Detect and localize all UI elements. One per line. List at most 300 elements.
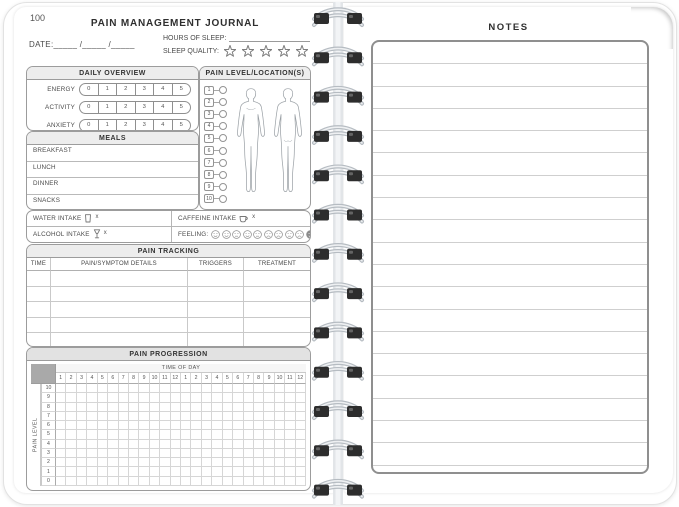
progression-cell [223,467,233,476]
hour-header-cell: 12 [171,373,181,384]
progression-cell [223,477,233,486]
progression-cell [139,449,149,458]
level-header-cell: 4 [41,440,56,449]
progression-cell [160,393,170,402]
progression-cell [56,430,66,439]
hour-header-cell: 1 [181,373,191,384]
ruled-line [373,153,647,175]
tracking-cell [188,333,244,347]
progression-cell [264,403,274,412]
tracking-cell [244,318,310,334]
progression-cell [98,430,108,439]
progression-cell [181,430,191,439]
progression-cell [87,393,97,402]
body-back-figure [270,84,306,196]
progression-cell [87,412,97,421]
progression-cell [77,393,87,402]
progression-cell [139,403,149,412]
meals-section [26,131,199,210]
progression-cell [129,477,139,486]
progression-cell [119,403,129,412]
progression-cell [129,467,139,476]
progression-cell [171,421,181,430]
scale-value-cell: 1 [99,120,118,131]
progression-cell [223,458,233,467]
hour-header-cell: 6 [108,373,118,384]
ruled-line [373,376,647,398]
progression-cell [254,421,264,430]
scale-value-cell: 0 [80,120,99,131]
progression-cell [233,449,243,458]
spiral-hole [347,288,362,299]
level-header-cell: 10 [41,384,56,393]
progression-cell [264,467,274,476]
progression-cell [212,449,222,458]
progression-cell [150,430,160,439]
progression-cell [244,458,254,467]
pain-location-circle [219,86,227,94]
progression-cell [66,412,76,421]
progression-cell [212,440,222,449]
progression-cell [254,393,264,402]
pain-level-axis-label: PAIN LEVEL [31,384,41,486]
progression-cell [296,421,306,430]
progression-cell [275,430,285,439]
progression-cell [160,430,170,439]
progression-cell [223,412,233,421]
progression-cell [191,449,201,458]
progression-cell [223,393,233,402]
star-icon [278,45,290,57]
progression-cell [56,421,66,430]
progression-cell [181,393,191,402]
progression-cell [77,384,87,393]
progression-cell [244,421,254,430]
progression-cell [181,384,191,393]
progression-cell [139,458,149,467]
progression-cell [181,403,191,412]
pain-location-header: PAIN LEVEL/LOCATION(S) [200,67,310,80]
ruled-line [373,198,647,220]
meal-row [27,195,198,210]
tracking-cell [244,271,310,287]
progression-cell [181,440,191,449]
progression-cell [98,403,108,412]
meal-row [27,162,198,179]
progression-cell [275,421,285,430]
scale-value-cell: 3 [136,84,155,95]
alcohol-times-mark: x [103,229,107,236]
pain-level-row [204,157,227,169]
pain-level-number: 2 [204,98,214,107]
progression-cell [254,384,264,393]
meal-label: LUNCH [33,163,56,171]
progression-cell [264,477,274,486]
pain-progression-grid [31,364,306,486]
progression-cell [150,393,160,402]
progression-cell [108,412,118,421]
notes-box [371,40,649,474]
progression-corner-cell [31,364,56,384]
pain-level-row [204,181,227,193]
feeling-label: FEELING: [178,230,209,238]
spiral-hole [347,485,362,496]
progression-cell [108,440,118,449]
progression-cell [119,421,129,430]
progression-cell [108,467,118,476]
progression-cell [233,430,243,439]
progression-cell [181,467,191,476]
tracking-cell [51,333,188,347]
progression-cell [139,421,149,430]
progression-cell [171,403,181,412]
progression-cell [77,458,87,467]
progression-cell [233,421,243,430]
progression-cell [171,393,181,402]
tracking-column-header: TRIGGERS [188,258,244,271]
progression-cell [202,477,212,486]
progression-cell [160,421,170,430]
progression-cell [160,458,170,467]
spiral-hole [347,92,362,103]
progression-cell [202,393,212,402]
progression-cell [108,421,118,430]
hour-header-cell: 7 [244,373,254,384]
progression-cell [254,412,264,421]
progression-cell [160,449,170,458]
progression-cell [285,430,295,439]
progression-cell [160,384,170,393]
ruled-line [373,399,647,421]
scale-value-cell: 2 [117,120,136,131]
progression-cell [150,449,160,458]
progression-cell [285,477,295,486]
progression-cell [98,393,108,402]
progression-cell [66,421,76,430]
page-title: PAIN MANAGEMENT JOURNAL [90,18,260,29]
progression-cell [139,412,149,421]
ruled-line [373,220,647,242]
pain-location-circle [219,147,227,155]
tracking-cell [188,287,244,303]
meal-label: BREAKFAST [33,147,72,154]
level-header-cell: 8 [41,403,56,412]
progression-cell [77,449,87,458]
hour-header-cell: 6 [233,373,243,384]
progression-cell [98,384,108,393]
progression-cell [275,393,285,402]
progression-cell [202,467,212,476]
progression-cell [171,449,181,458]
meal-row [27,178,198,195]
progression-cell [160,467,170,476]
progression-cell [119,449,129,458]
hour-header-cell: 3 [202,373,212,384]
feeling-field [171,227,311,243]
progression-cell [223,440,233,449]
progression-cell [129,412,139,421]
progression-cell [275,384,285,393]
progression-cell [66,403,76,412]
scale-value-cell: 3 [136,120,155,131]
scale-value-cell: 3 [136,102,155,113]
progression-cell [160,477,170,486]
tracking-cell [51,318,188,334]
feeling-face-icon [295,230,304,239]
progression-cell [119,467,129,476]
progression-cell [296,412,306,421]
progression-cell [285,440,295,449]
progression-cell [233,467,243,476]
progression-cell [171,467,181,476]
meals-header: MEALS [27,132,198,145]
progression-cell [171,412,181,421]
progression-cell [223,421,233,430]
pain-progression-header: PAIN PROGRESSION [27,348,310,361]
spiral-hole [314,13,329,24]
hours-of-sleep-label: HOURS OF SLEEP: [163,35,227,42]
water-times-mark: x [95,213,99,220]
progression-cell [233,412,243,421]
progression-cell [275,403,285,412]
progression-cell [108,477,118,486]
level-header-cell: 2 [41,458,56,467]
progression-cell [296,467,306,476]
anxiety-scale [79,119,191,132]
energy-label: ENERGY [47,85,75,93]
progression-cell [244,467,254,476]
progression-cell [254,440,264,449]
pain-location-circle [219,183,227,191]
progression-cell [202,449,212,458]
ruled-line [373,354,647,376]
progression-cell [98,458,108,467]
progression-cell [275,477,285,486]
progression-cell [191,458,201,467]
ruled-line [373,421,647,443]
progression-cell [150,384,160,393]
progression-cell [254,477,264,486]
progression-cell [244,384,254,393]
progression-cell [87,430,97,439]
progression-cell [191,393,201,402]
progression-cell [212,384,222,393]
progression-cell [181,458,191,467]
progression-cell [233,477,243,486]
progression-cell [191,421,201,430]
progression-cell [264,458,274,467]
tracking-cell [27,271,51,287]
spiral-hole [347,406,362,417]
progression-cell [212,403,222,412]
caffeine-intake-label: CAFFEINE INTAKE [178,214,237,222]
feeling-face-icon [243,230,252,239]
progression-cell [129,449,139,458]
spiral-hole [347,210,362,221]
spiral-hole [347,131,362,142]
level-header-cell: 9 [41,393,56,402]
progression-cell [296,449,306,458]
progression-cell [150,458,160,467]
hour-header-cell: 5 [98,373,108,384]
spiral-hole [347,445,362,456]
scale-value-cell: 5 [179,122,183,128]
tracking-column-header: TREATMENT [244,258,310,271]
progression-cell [202,403,212,412]
daily-overview-header: DAILY OVERVIEW [27,67,198,80]
progression-cell [212,467,222,476]
ruled-line [373,265,647,287]
progression-cell [98,412,108,421]
progression-cell [254,430,264,439]
time-of-day-label: TIME OF DAY [56,364,306,373]
tracking-column-header: TIME [27,258,51,271]
pain-location-circle [219,110,227,118]
progression-cell [212,477,222,486]
progression-cell [56,403,66,412]
scale-value-cell: 2 [117,84,136,95]
sleep-quality-label: SLEEP QUALITY: [163,47,219,55]
progression-cell [285,384,295,393]
spiral-hole [314,445,329,456]
progression-cell [244,403,254,412]
progression-cell [129,393,139,402]
date-label: DATE: [29,40,54,49]
progression-cell [119,458,129,467]
progression-cell [285,421,295,430]
page-number: 100 [30,13,46,23]
progression-cell [244,393,254,402]
progression-cell [108,384,118,393]
progression-cell [233,458,243,467]
ruled-line [373,42,647,64]
progression-cell [139,384,149,393]
hour-header-cell: 4 [212,373,222,384]
progression-cell [264,421,274,430]
progression-cell [98,467,108,476]
progression-cell [275,458,285,467]
pain-level-row [204,193,227,205]
progression-cell [285,393,295,402]
pain-level-number: 10 [204,194,214,203]
progression-cell [212,393,222,402]
scale-value-cell: 1 [99,84,118,95]
feeling-face-icon [264,230,273,239]
alcohol-intake-field [27,227,171,243]
progression-cell [87,477,97,486]
progression-cell [66,449,76,458]
ruled-line [373,332,647,354]
progression-cell [87,384,97,393]
spiral-hole [314,288,329,299]
hour-header-cell: 8 [254,373,264,384]
pain-level-number: 3 [204,110,214,119]
progression-cell [171,384,181,393]
progression-cell [212,412,222,421]
ruled-line [373,466,647,474]
ruled-line [373,109,647,131]
tracking-column-header: PAIN/SYMPTOM DETAILS [51,258,188,271]
spiral-hole [314,92,329,103]
progression-cell [139,440,149,449]
level-header-cell: 5 [41,430,56,439]
progression-cell [171,458,181,467]
progression-cell [202,458,212,467]
hour-header-cell: 5 [223,373,233,384]
pain-location-circle [219,171,227,179]
hour-header-cell: 8 [129,373,139,384]
progression-cell [108,393,118,402]
progression-cell [108,458,118,467]
progression-cell [108,403,118,412]
progression-cell [129,421,139,430]
pain-location-circle [219,159,227,167]
progression-cell [160,440,170,449]
spiral-hole [314,52,329,63]
scale-value-cell: 1 [99,102,118,113]
progression-cell [98,421,108,430]
progression-cell [296,384,306,393]
pain-location-circle [219,98,227,106]
progression-cell [171,430,181,439]
spiral-hole [314,170,329,181]
progression-cell [87,440,97,449]
progression-cell [296,393,306,402]
progression-cell [139,430,149,439]
progression-cell [285,449,295,458]
progression-cell [191,467,201,476]
progression-cell [223,430,233,439]
spiral-hole [314,249,329,260]
progression-cell [87,421,97,430]
feeling-face-icon [211,230,220,239]
progression-cell [296,403,306,412]
pain-progression-section [26,347,311,491]
spiral-hole [347,367,362,378]
spiral-hole [347,170,362,181]
progression-cell [181,449,191,458]
progression-cell [87,449,97,458]
level-header-cell: 7 [41,412,56,421]
pain-level-row [204,132,227,144]
progression-cell [56,449,66,458]
spiral-hole [347,327,362,338]
alcohol-intake-label: ALCOHOL INTAKE [33,230,90,238]
progression-cell [56,384,66,393]
level-header-cell: 6 [41,421,56,430]
progression-cell [56,393,66,402]
meal-row [27,145,198,162]
progression-cell [129,440,139,449]
scale-value-cell: 5 [179,86,183,92]
tracking-cell [188,271,244,287]
level-header-cell: 0 [41,477,56,486]
progression-cell [212,430,222,439]
progression-cell [223,449,233,458]
ruled-line [373,287,647,309]
feeling-face-icon [274,230,283,239]
progression-cell [139,393,149,402]
progression-cell [129,384,139,393]
sleep-quality-stars [224,45,308,57]
coffee-cup-icon [239,214,249,223]
meal-label: DINNER [33,180,59,188]
ruled-line [373,176,647,198]
pain-level-number: 5 [204,134,214,143]
progression-cell [119,430,129,439]
tracking-row [27,302,310,318]
hour-header-cell: 9 [139,373,149,384]
